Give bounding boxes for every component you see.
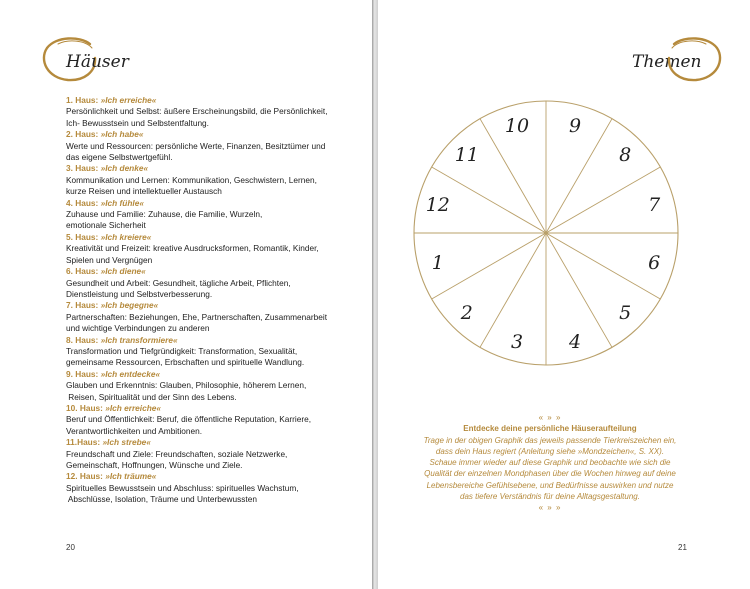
house-motto: »Ich habe« (100, 129, 144, 140)
left-page (0, 0, 372, 589)
house-description-line: Reisen, Spiritualität und der Sinn des Lebens. (66, 391, 237, 402)
house-number: 9. Haus: (66, 368, 101, 379)
house-header (66, 369, 346, 380)
house-description-line: gemeinsame Ressourcen, Erbschaften und spirituelle Wandlung. (66, 357, 305, 368)
ornament-top: « » » (538, 413, 562, 422)
title-ring-ornament-right (660, 34, 726, 84)
wheel-house-number: 7 (648, 194, 661, 217)
house-description-line: Spielen und Vergnügen (66, 254, 153, 265)
house-motto: »Ich entdecke« (100, 368, 161, 379)
house-motto: »Ich fühle« (100, 197, 144, 208)
house-description-line: kurze Reisen und intellektueller Austausch (66, 186, 222, 197)
house-number: 3. Haus: (66, 163, 101, 174)
house-number: 5. Haus: (66, 231, 101, 242)
caption-line: dass dein Haus regiert (Anleitung siehe »Mondzeichen«, S. XX). (435, 446, 665, 456)
house-header (66, 95, 346, 106)
house-description-line: Gesundheit und Arbeit: Gesundheit, tägliche Arbeit, Pflichten, (66, 277, 291, 288)
wheel-house-number: 6 (648, 251, 661, 274)
house-motto: »Ich transformiere« (100, 334, 178, 345)
house-description-line: Glauben und Erkenntnis: Glauben, Philosophie, höherem Lernen, (66, 380, 307, 391)
house-wheel[interactable] (408, 100, 684, 366)
house-number: 2. Haus: (66, 129, 101, 140)
house-header (66, 300, 346, 311)
house-description-line: Kreativität und Freizeit: kreative Ausdrucksformen, Romantik, Kinder, (66, 243, 319, 254)
house-number: 8. Haus: (66, 334, 101, 345)
house-number: 11.Haus: (66, 437, 103, 448)
houses-list (66, 95, 346, 506)
wheel-house-number: 8 (619, 143, 632, 166)
caption-line: Schaue immer wieder auf diese Graphik und beobachte wie sich die (429, 458, 671, 468)
house-motto: »Ich denke« (100, 163, 149, 174)
house-description-line: Beruf und Öffentlichkeit: Beruf, die öffentliche Reputation, Karriere, (66, 414, 312, 425)
house-header (66, 198, 346, 209)
house-motto: »Ich strebe« (102, 437, 151, 448)
wheel-house-number: 1 (431, 251, 444, 274)
house-number: 7. Haus: (66, 300, 101, 311)
house-header (66, 335, 346, 346)
caption-line: das tiefere Verständnis für deine Alltagsgestaltung. (460, 492, 640, 502)
house-description-line: Partnerschaften: Beziehungen, Ehe, Partnerschaften, Zusammenarbeit (66, 311, 328, 322)
house-description-line: Kommunikation und Lernen: Kommunikation, Geschwistern, Lernen, (66, 174, 317, 185)
wheel-house-number: 11 (454, 143, 479, 166)
caption-heading: Entdecke deine persönliche Häuseraufteilung (463, 424, 637, 434)
house-motto: »Ich erreiche« (100, 95, 157, 105)
house-number: 1. Haus: (66, 95, 101, 105)
page-number-right: 21 (678, 543, 687, 552)
wheel-house-number: 5 (619, 302, 632, 325)
ornament-bottom: « » » (538, 503, 562, 513)
house-description-line: Abschlüsse, Isolation, Träume und Unterbewussten (66, 494, 257, 505)
house-description-line: das eigene Selbstwertgefühl. (66, 152, 173, 163)
house-motto: »Ich träume« (105, 471, 157, 482)
house-description-line: Persönlichkeit und Selbst: äußere Erscheinungsbild, die Persönlichkeit, (66, 106, 328, 117)
page-number-left: 20 (66, 543, 75, 552)
house-header (66, 266, 346, 277)
page-title-themen: Themen (632, 52, 702, 72)
house-motto: »Ich kreiere« (100, 231, 152, 242)
wheel-caption (410, 412, 690, 514)
caption-line: Trage in der obigen Graphik das jeweils passende Tierkreiszeichen ein, (423, 435, 677, 445)
house-header (66, 403, 346, 414)
house-header (66, 471, 346, 482)
house-description-line: Spirituelles Bewusstsein und Abschluss: spirituelles Wachstum, (66, 482, 299, 493)
house-number: 6. Haus: (66, 266, 101, 277)
house-description-line: Transformation und Tiefgründigkeit: Transformation, Sexualität, (66, 345, 298, 356)
house-header (66, 437, 346, 448)
house-number: 10. Haus: (66, 402, 106, 413)
wheel-house-number: 12 (425, 194, 450, 217)
house-description-line: Gemeinschaft, Hoffnungen, Wünsche und Ziele. (66, 460, 243, 470)
house-number: 12. Haus: (66, 471, 106, 482)
house-motto: »Ich erreiche« (105, 402, 162, 413)
house-motto: »Ich begegne« (100, 300, 159, 311)
wheel-house-number: 2 (460, 302, 473, 325)
house-description-line: Verantwortlichkeiten und Ambitionen. (66, 425, 203, 436)
wheel-house-number: 10 (504, 114, 530, 137)
house-description-line: Werte und Ressourcen: persönliche Werte, Finanzen, Besitztümer und (66, 140, 326, 151)
house-header (66, 163, 346, 174)
house-motto: »Ich diene« (100, 266, 146, 277)
wheel-house-number: 3 (510, 331, 524, 354)
house-description-line: emotionale Sicherheit (66, 220, 146, 231)
caption-line: Lebensbereiche Gefühlsebene, und Bedürfnisse auswirken und nutze (426, 480, 674, 490)
house-header (66, 232, 346, 243)
house-header (66, 129, 346, 140)
page-title: Häuser (66, 52, 129, 72)
house-description-line: Zuhause und Familie: Zuhause, die Familie, Wurzeln, (66, 209, 263, 220)
house-description-line: und wichtige Verbindungen zu anderen (66, 323, 210, 334)
house-number: 4. Haus: (66, 197, 101, 208)
wheel-house-number: 9 (568, 114, 582, 137)
house-description-line: Dienstleistung und Selbstverbesserung. (66, 288, 213, 299)
house-description-line: Ich- Bewusstsein und Selbstentfaltung. (66, 117, 209, 128)
house-description-line: Freundschaft und Ziele: Freundschaften, soziale Netzwerke, (66, 448, 288, 459)
caption-line: Qualität der einzelnen Mondphasen über die Wochen hinweg auf deine (424, 469, 676, 479)
caption-body (410, 435, 690, 503)
wheel-house-number: 4 (568, 331, 582, 354)
